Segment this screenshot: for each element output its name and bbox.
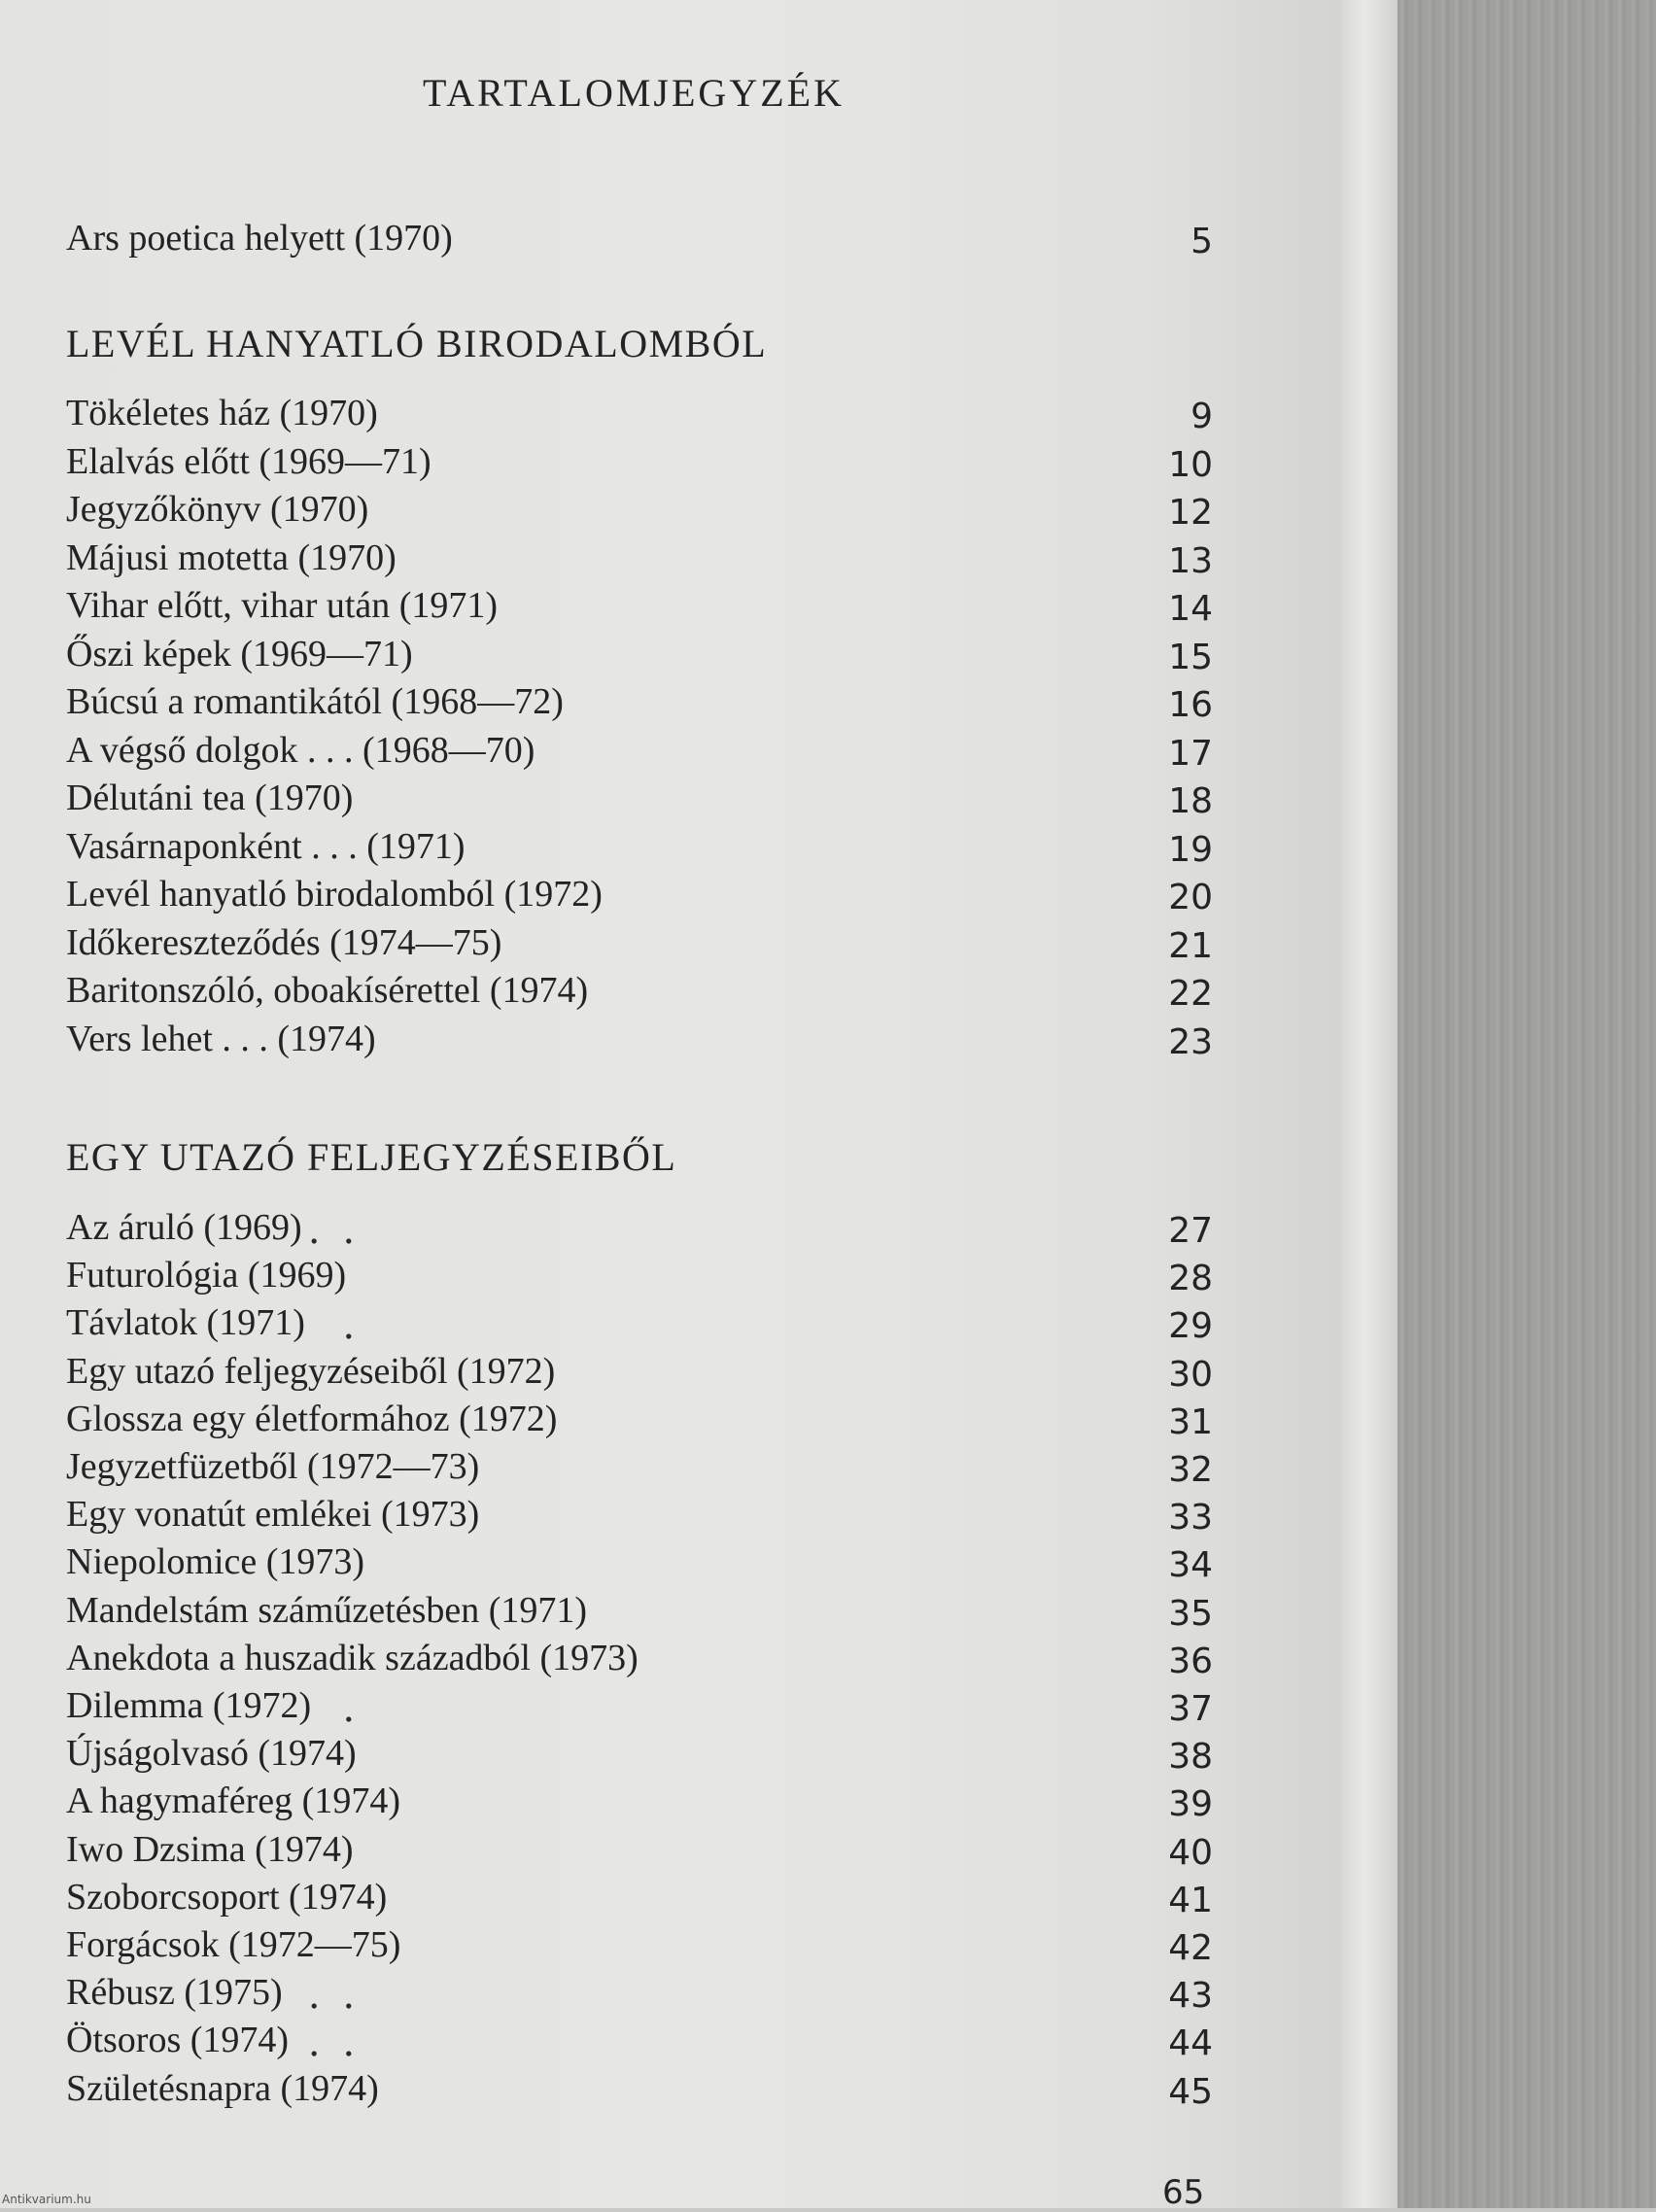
toc-entry — [66, 2066, 1213, 2115]
entry-page: 32 — [1168, 1450, 1213, 1490]
background-surface — [1397, 0, 1656, 2208]
page-edge — [1341, 0, 1397, 2208]
entry-page: 38 — [1168, 1737, 1213, 1777]
entry-page: 31 — [1168, 1402, 1213, 1442]
entry-title: Ars poetica helyett (1970) — [66, 218, 453, 259]
entry-page: 42 — [1168, 1928, 1213, 1968]
entry-page: 30 — [1168, 1355, 1213, 1395]
entry-title: Vasárnaponként . . . (1971) — [66, 826, 466, 867]
entry-page: 19 — [1168, 830, 1213, 870]
entry-page: 35 — [1168, 1594, 1213, 1634]
entry-title: Egy utazó feljegyzéseiből (1972) — [66, 1351, 556, 1392]
entry-title: Dilemma (1972) — [66, 1685, 312, 1726]
entry-page: 22 — [1168, 974, 1213, 1014]
entry-title: Távlatok (1971) — [66, 1302, 305, 1343]
entry-title: Vihar előtt, vihar után (1971) — [66, 585, 499, 626]
entry-title: Forgácsok (1972—75) — [66, 1924, 401, 1965]
entry-page: 44 — [1168, 2023, 1213, 2063]
entry-page: 45 — [1168, 2072, 1213, 2112]
entry-page: 28 — [1168, 1259, 1213, 1298]
entry-title: Mandelstám száműzetésben (1971) — [66, 1590, 588, 1631]
entry-page: 5 — [1190, 222, 1213, 261]
toc-entry — [66, 2018, 1213, 2066]
toc-entry — [66, 1253, 1213, 1301]
page-number: 65 — [1162, 2173, 1205, 2212]
entry-title: Anekdota a huszadik századból (1973) — [66, 1638, 638, 1678]
entry-page: 33 — [1168, 1498, 1213, 1538]
entry-title: Rébusz (1975) — [66, 1972, 283, 2013]
entry-page: 39 — [1168, 1784, 1213, 1824]
toc-entry — [66, 1539, 1213, 1588]
toc-entry — [66, 824, 1213, 873]
entry-page: 43 — [1168, 1976, 1213, 2016]
entry-page: 18 — [1168, 781, 1213, 821]
toc-entry — [66, 1970, 1213, 2019]
entry-title: Az áruló (1969) — [66, 1207, 302, 1248]
entry-title: Elalvás előtt (1969—71) — [66, 441, 431, 482]
entry-title: Baritonszóló, oboakísérettel (1974) — [66, 970, 589, 1011]
toc-entry — [66, 1875, 1213, 1923]
entry-page: 16 — [1168, 685, 1213, 725]
entry-title: Egy vonatút emlékei (1973) — [66, 1494, 480, 1535]
toc-entry — [66, 632, 1213, 680]
entry-title: Szoborcsoport (1974) — [66, 1877, 388, 1918]
toc-entry — [66, 1349, 1213, 1398]
toc-entry — [66, 1397, 1213, 1445]
toc-entry — [66, 487, 1213, 536]
entry-title: Időkereszteződés (1974—75) — [66, 922, 502, 963]
entry-page: 40 — [1168, 1833, 1213, 1873]
toc-entry — [66, 1444, 1213, 1493]
toc-entry — [66, 728, 1213, 777]
entry-page: 21 — [1168, 926, 1213, 966]
entry-title: Glossza egy életformához (1972) — [66, 1399, 558, 1439]
entry-title: Jegyzetfüzetből (1972—73) — [66, 1446, 480, 1487]
entry-page: 9 — [1190, 397, 1213, 436]
toc-entry — [66, 920, 1213, 969]
toc-entry — [66, 1300, 1213, 1349]
toc-entry — [66, 1636, 1213, 1684]
entry-title: Búcsú a romantikától (1968—72) — [66, 681, 564, 722]
toc-entry — [66, 536, 1213, 584]
toc-entry — [66, 583, 1213, 632]
toc-entry — [66, 1588, 1213, 1637]
entry-title: Levél hanyatló birodalomból (1972) — [66, 874, 603, 915]
entry-title: A hagymaféreg (1974) — [66, 1780, 400, 1821]
entry-title: Futurológia (1969) — [66, 1255, 347, 1296]
toc-entry — [66, 1922, 1213, 1971]
entry-title: Iwo Dzsima (1974) — [66, 1829, 354, 1870]
entry-page: 41 — [1168, 1881, 1213, 1920]
toc-entry — [66, 679, 1213, 728]
entry-page: 27 — [1168, 1211, 1213, 1251]
entry-title: Délutáni tea (1970) — [66, 778, 354, 818]
entry-page: 29 — [1168, 1306, 1213, 1346]
entry-page: 37 — [1168, 1689, 1213, 1729]
entry-title: Születésnapra (1974) — [66, 2068, 379, 2109]
entry-page: 36 — [1168, 1642, 1213, 1681]
entry-title: Újságolvasó (1974) — [66, 1733, 357, 1774]
section-heading-2: EGY UTAZÓ FELJEGYZÉSEIBŐL — [66, 1135, 677, 1179]
toc-entry — [66, 1205, 1213, 1254]
entry-title: Ötsoros (1974) — [66, 2020, 290, 2060]
toc-entry — [66, 1683, 1213, 1732]
entry-page: 34 — [1168, 1545, 1213, 1585]
toc-entry-intro — [66, 216, 1213, 264]
watermark: Antikvarium.hu — [2, 2193, 91, 2206]
toc-entry — [66, 1827, 1213, 1876]
entry-page: 20 — [1168, 878, 1213, 917]
page-title: TARTALOMJEGYZÉK — [423, 71, 845, 115]
entry-page: 14 — [1168, 589, 1213, 629]
entry-title: Májusi motetta (1970) — [66, 537, 397, 578]
entry-title: Vers lehet . . . (1974) — [66, 1019, 376, 1059]
entry-page: 10 — [1168, 445, 1213, 485]
entry-title: A végső dolgok . . . (1968—70) — [66, 730, 535, 771]
toc-entry — [66, 776, 1213, 824]
toc-entry — [66, 439, 1213, 488]
entry-page: 12 — [1168, 493, 1213, 533]
entry-page: 13 — [1168, 541, 1213, 581]
toc-entry — [66, 1017, 1213, 1065]
entry-page: 17 — [1168, 734, 1213, 774]
toc-entry — [66, 1779, 1213, 1827]
entry-title: Jegyzőkönyv (1970) — [66, 489, 369, 530]
entry-title: Niepolomice (1973) — [66, 1541, 365, 1582]
entry-title: Őszi képek (1969—71) — [66, 634, 413, 674]
section-heading-1: LEVÉL HANYATLÓ BIRODALOMBÓL — [66, 322, 768, 365]
entry-title: Tökéletes ház (1970) — [66, 393, 378, 433]
toc-entry — [66, 872, 1213, 920]
entry-page: 23 — [1168, 1022, 1213, 1062]
toc-entry — [66, 1492, 1213, 1540]
toc-entry — [66, 1731, 1213, 1780]
toc-entry — [66, 391, 1213, 439]
toc-entry — [66, 968, 1213, 1017]
entry-page: 15 — [1168, 638, 1213, 677]
